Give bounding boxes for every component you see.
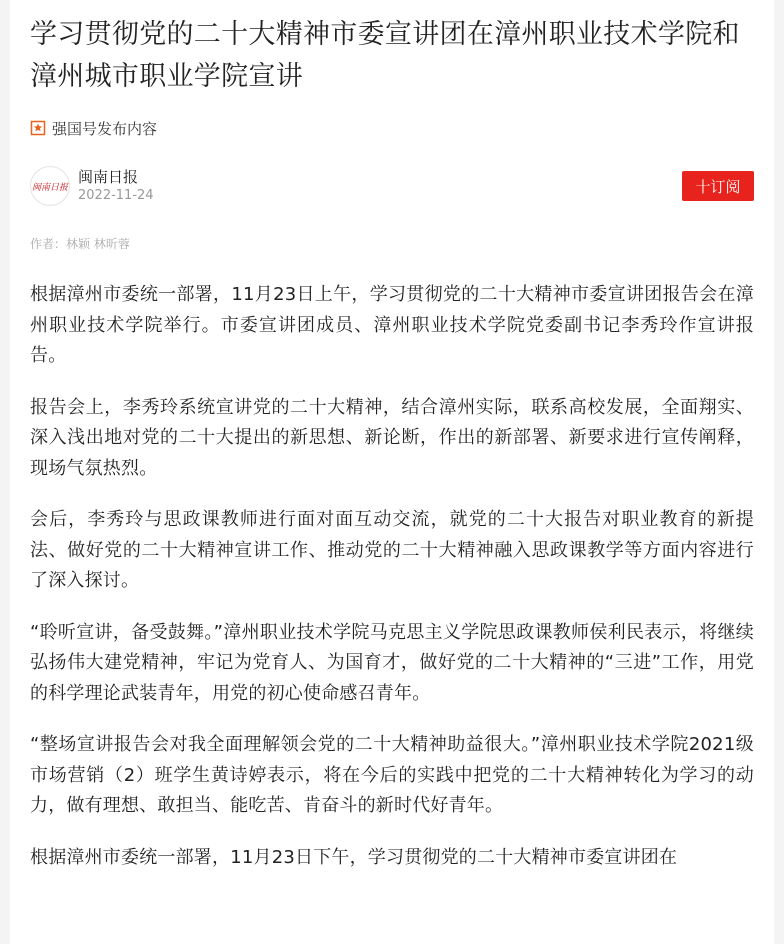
publisher-row <box>30 165 754 207</box>
publisher-name[interactable]: 闽南日报 <box>78 168 139 186</box>
article-title: 学习贯彻党的二十大精神市委宣讲团在漳州职业技术学院和漳州城市职业学院宣讲 <box>30 19 740 92</box>
paragraph: 根据漳州市委统一部署，11月23日上午，学习贯彻党的二十大精神市委宣讲团报告会在漳州职业技术学院举行。市委宣讲团成员、漳州职业技术学院党委副书记李秀玲作宣讲报告。 <box>30 284 754 366</box>
medal-badge-icon <box>30 120 46 136</box>
publisher-avatar[interactable] <box>30 166 70 206</box>
paragraph: “整场宣讲报告会对我全面理解领会党的二十大精神助益很大。”漳州职业技术学院2021级市场营销（2）班学生黄诗婷表示，将在今后的实践中把党的二十大精神转化为学习的动力，做有理想、敢担当、能吃苦、肯奋斗的新时代好青年。 <box>30 734 754 816</box>
publish-date: 2022-11-24 <box>78 188 154 203</box>
publisher-meta <box>78 167 154 205</box>
article-body <box>30 280 754 873</box>
article-page <box>10 0 774 944</box>
subscribe-button[interactable]: 十订阅 <box>682 171 754 201</box>
paragraph: 会后，李秀玲与思政课教师进行面对面互动交流，就党的二十大报告对职业教育的新提法、做好党的二十大精神宣讲工作、推动党的二十大精神融入思政课教学等方面内容进行了深入探讨。 <box>30 509 754 591</box>
paragraph: 报告会上，李秀玲系统宣讲党的二十大精神，结合漳州实际，联系高校发展，全面翔实、深入浅出地对党的二十大提出的新思想、新论断，作出的新部署、新要求进行宣传阐释，现场气氛热烈。 <box>30 396 754 479</box>
paragraph: “聆听宣讲，备受鼓舞。”漳州职业技术学院马克思主义学院思政课教师侯利民表示，将继续弘扬伟大建党精神，牢记为党育人、为国育才，做好党的二十大精神的“三进”工作，用党的科学理论武装青年，用党的初心使命感召青年。 <box>30 621 754 704</box>
source-tag-label: 强国号发布内容 <box>52 119 158 138</box>
author-byline: 作者：林颖 林昕蓉 <box>30 237 130 251</box>
source-tag <box>30 117 754 139</box>
paragraph: 根据漳州市委统一部署，11月23日下午，学习贯彻党的二十大精神市委宣讲团在 <box>30 846 678 868</box>
publisher-logo-text: 闽南日报 <box>31 182 68 193</box>
